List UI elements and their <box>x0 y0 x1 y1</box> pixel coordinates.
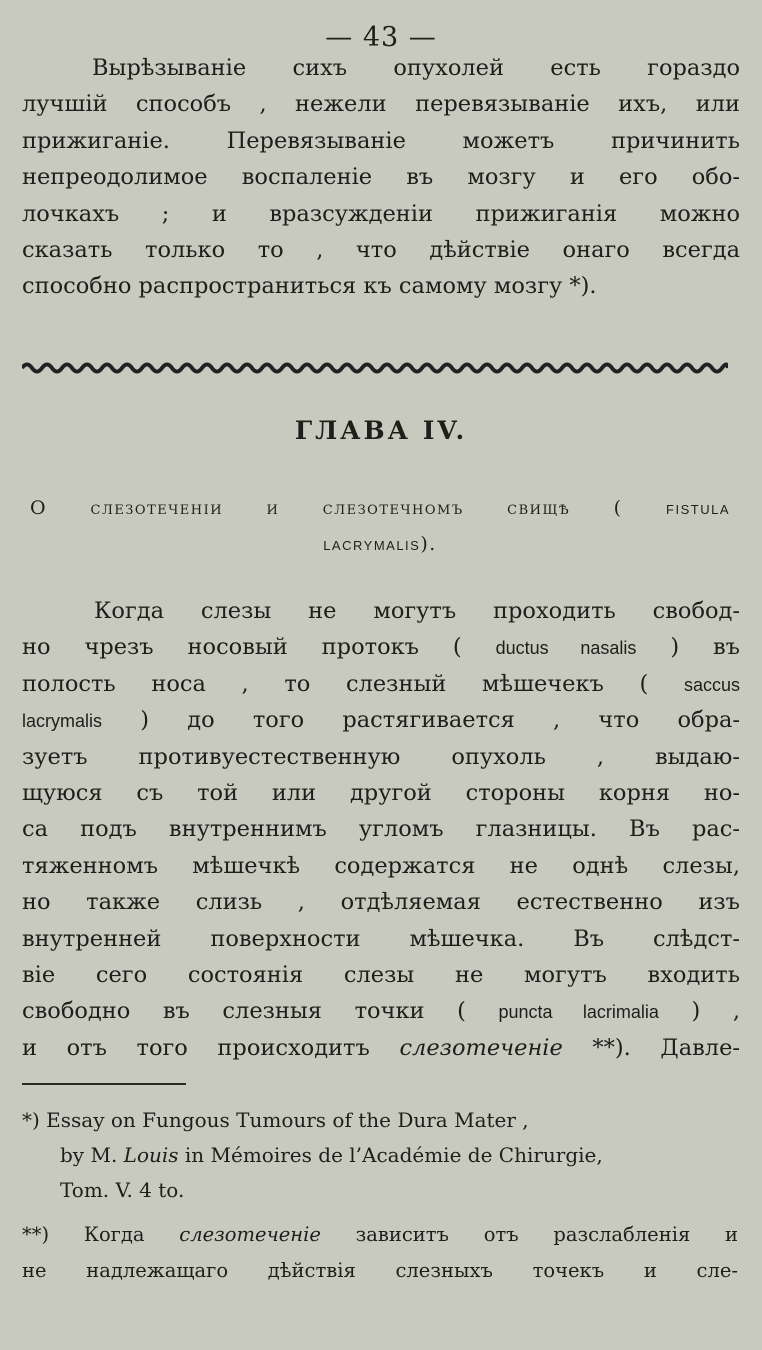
footnote-line: Tom. V. 4 to. <box>60 1178 185 1202</box>
text-line: но также слизь , отдѣляемая естественно изъ <box>22 889 740 916</box>
footnote-rule <box>22 1083 186 1085</box>
latin-term: saccus <box>683 674 740 695</box>
text-line: способно распространиться къ самому мозгу *). <box>22 273 597 300</box>
subtitle-line <box>30 490 730 526</box>
text-line: лочкахъ ; и вразсужденіи прижиганія можно <box>22 200 740 227</box>
text-run: но чрезъ носовый протокъ ( <box>22 634 462 661</box>
page-number: — 43 — <box>325 22 437 53</box>
latin-term: puncta lacrimalia <box>498 1002 659 1023</box>
text-line: Вырѣзываніе сихъ опухолей есть гораздо <box>92 55 740 81</box>
text-run: by M. <box>60 1143 118 1167</box>
ornamental-divider <box>22 356 728 380</box>
subtitle-line <box>30 526 730 562</box>
text-line: щуюся съ той или другой стороны корня но- <box>22 779 740 806</box>
footnote-2 <box>22 1217 738 1289</box>
text-line: зуетъ противуестественную опухоль , выдаю- <box>22 743 740 770</box>
footnote-line: не надлежащаго дѣйствія слезныхъ точекъ и сле- <box>22 1259 738 1282</box>
footnote-line <box>22 1217 738 1253</box>
text-line: лучшій способъ , нежели перевязываніе ихъ, или <box>22 91 740 118</box>
italic-term: Louis <box>123 1143 179 1167</box>
text-run: свободно въ слезныя точки ( <box>22 998 466 1025</box>
footnote-1 <box>22 1103 742 1208</box>
latin-term: ductus nasalis <box>495 638 637 659</box>
text-line <box>22 666 740 702</box>
text-line: са подъ внутреннимъ угломъ глазницы. Въ рас- <box>22 816 740 843</box>
text-line: прижиганіе. Перевязываніе можетъ причинить <box>22 127 740 154</box>
chapter-subtitle <box>30 490 730 562</box>
latin-term: lacrymalis <box>323 534 421 554</box>
text-run: ) въ <box>670 634 740 661</box>
text-run: ) до того растягивается , что обра- <box>140 707 741 734</box>
chapter-title: ГЛАВА IV. <box>294 416 468 445</box>
footnote-line: *) Essay on Fungous Tumours of the Dura Mater , <box>22 1108 529 1132</box>
body-paragraph <box>22 593 740 1066</box>
text-run: in Mémoires de l’Académie de Chirurgie, <box>184 1143 603 1167</box>
text-run: и отъ того происходитъ <box>22 1034 370 1061</box>
text-run: полость носа , то слезный мѣшечекъ ( <box>22 670 649 697</box>
text-run: **). Давле- <box>592 1034 741 1061</box>
top-paragraph <box>22 50 740 305</box>
latin-term: fistula <box>666 498 730 518</box>
text-line <box>22 629 740 665</box>
text-line: віе сего состоянія слезы не могутъ входить <box>22 961 740 988</box>
italic-term: слезотеченіе <box>179 1223 321 1246</box>
subtitle-text: ). <box>420 533 437 555</box>
footnote-line <box>22 1138 742 1173</box>
subtitle-text: О слезотеченіи и слезотечномъ свищѣ ( <box>30 497 623 519</box>
text-line: Когда слезы не могутъ проходить свобод- <box>94 598 740 624</box>
text-line <box>22 702 740 738</box>
text-line: внутренней поверхности мѣшечка. Въ слѣдст- <box>22 925 740 952</box>
text-line <box>22 1030 740 1066</box>
italic-term: слезотеченіе <box>399 1034 563 1061</box>
text-run: зависитъ отъ разслабленія и <box>355 1223 738 1246</box>
text-line: непреодолимое воспаленіе въ мозгу и его обо- <box>22 164 740 191</box>
text-line <box>22 993 740 1029</box>
text-run: ) , <box>691 998 741 1025</box>
text-run: **) Когда <box>22 1223 145 1246</box>
text-line: тяженномъ мѣшечкѣ содержатся не однѣ слезы, <box>22 852 740 879</box>
text-line: сказать только то , что дѣйствіе онаго всегда <box>22 236 740 263</box>
latin-term: lacrymalis <box>22 711 103 732</box>
